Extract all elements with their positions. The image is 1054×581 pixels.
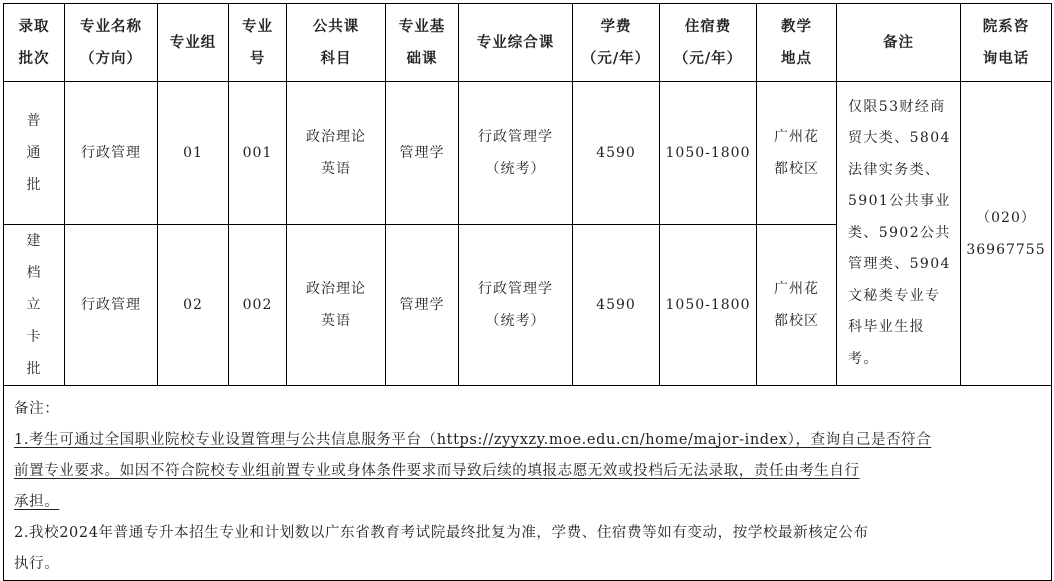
public-cell: 政治理论 英语 xyxy=(287,82,386,225)
campus-cell: 广州花 都校区 xyxy=(757,82,837,225)
comprehensive-cell: 行政管理学 （统考） xyxy=(459,225,573,386)
header-basic: 专业基 础课 xyxy=(386,4,459,82)
notes-row xyxy=(4,386,1052,581)
batch-cell: 建 档 立 卡 批 xyxy=(4,225,65,386)
header-campus: 教学 地点 xyxy=(757,4,837,82)
header-dorm: 住宿费 （元/年） xyxy=(660,4,757,82)
header-tuition: 学费 （元/年） xyxy=(573,4,660,82)
header-remark: 备注 xyxy=(837,4,961,82)
code-cell: 001 xyxy=(229,82,287,225)
major-cell: 行政管理 xyxy=(65,225,158,386)
note-line: 前置专业要求。如因不符合院校专业组前置专业或身体条件要求而导致后续的填报志愿无效或投档后无法录取，责任由考生自行 xyxy=(14,463,860,479)
comprehensive-cell: 行政管理学 （统考） xyxy=(459,82,573,225)
header-row xyxy=(4,4,1052,82)
public-cell: 政治理论 英语 xyxy=(287,225,386,386)
note-line: 1.考生可通过全国职业院校专业设置管理与公共信息服务平台（https://zyyxzy.moe.edu.cn/home/major-index），查询自己是否符合 xyxy=(14,432,932,448)
note-line: 承担。 xyxy=(14,494,60,510)
notes-block xyxy=(4,386,1052,581)
note-line: 执行。 xyxy=(14,556,60,572)
header-code: 专业 号 xyxy=(229,4,287,82)
group-cell: 01 xyxy=(158,82,229,225)
table-row xyxy=(4,82,1052,225)
tuition-cell: 4590 xyxy=(573,225,660,386)
campus-cell: 广州花 都校区 xyxy=(757,225,837,386)
dorm-cell: 1050-1800 xyxy=(660,225,757,386)
tuition-cell: 4590 xyxy=(573,82,660,225)
header-comprehensive: 专业综合课 xyxy=(459,4,573,82)
header-major: 专业名称 （方向） xyxy=(65,4,158,82)
group-cell: 02 xyxy=(158,225,229,386)
remark-cell: 仅限53财经商 贸大类、5804 法律实务类、 5901公共事业 类、5902公共 管理类、5904 文秘类专业专 科毕业生报 考。 xyxy=(837,82,961,386)
note-line: 2.我校2024年普通专升本招生专业和计划数以广东省教育考试院最终批复为准，学费、住宿费等如有变动，按学校最新核定公布 xyxy=(14,525,869,541)
header-batch: 录取 批次 xyxy=(4,4,65,82)
header-group: 专业组 xyxy=(158,4,229,82)
basic-cell: 管理学 xyxy=(386,82,459,225)
major-cell: 行政管理 xyxy=(65,82,158,225)
phone-cell: （020） 36967755 xyxy=(961,82,1052,386)
code-cell: 002 xyxy=(229,225,287,386)
dorm-cell: 1050-1800 xyxy=(660,82,757,225)
admission-table xyxy=(3,3,1052,581)
header-public: 公共课 科目 xyxy=(287,4,386,82)
header-phone: 院系咨 询电话 xyxy=(961,4,1052,82)
notes-title: 备注： xyxy=(14,401,60,417)
basic-cell: 管理学 xyxy=(386,225,459,386)
batch-cell: 普 通 批 xyxy=(4,82,65,225)
